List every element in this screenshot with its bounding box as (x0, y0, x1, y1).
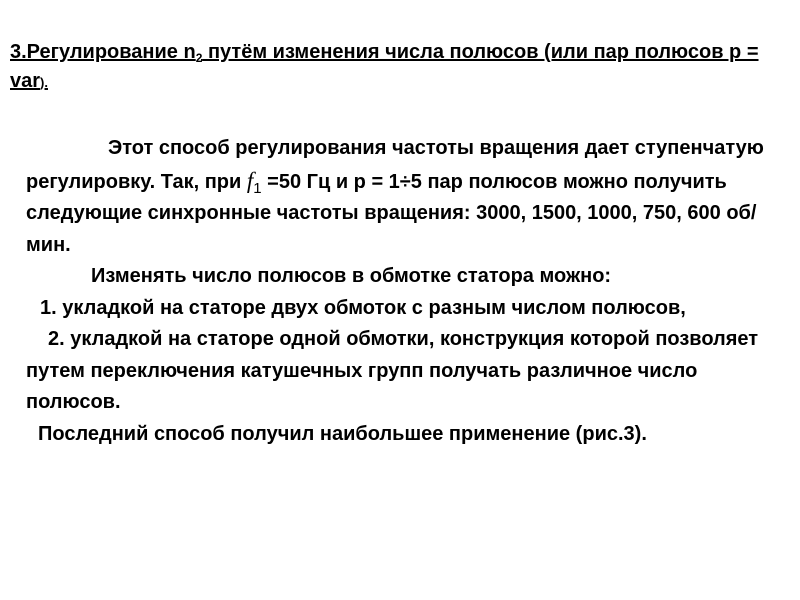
paragraph-1-text-after: =50 Гц и р = 1÷5 пар полюсов можно получить следующие синхронные частоты вращения: 3000, 1500, 1000, 750, 600 об/мин. (26, 170, 757, 256)
frequency-subscript: 1 (253, 179, 262, 197)
slide-body (26, 133, 786, 450)
slide-heading (10, 38, 790, 97)
frequency-variable: f (246, 167, 254, 193)
paragraph-pole-change-intro: Изменять число полюсов в обмотке статора можно: (91, 265, 612, 287)
paragraph-method-description (26, 133, 786, 261)
list-item-single-winding: 2. укладкой на статоре одной обмотки, конструкция которой позволяет путем переключения катушечных групп получать различное число полюсов. (26, 328, 759, 413)
heading-tail: ). (40, 75, 48, 90)
frequency-symbol (246, 167, 262, 197)
paragraph-conclusion: Последний способ получил наибольшее применение (рис.3). (38, 422, 647, 445)
heading-rest: путём изменения числа полюсов (или пар полюсов p = var (10, 41, 759, 92)
paragraph-1-text-before: Этот способ регулирования частоты вращения дает ступенчатую регулировку. Так, при (26, 137, 764, 193)
heading-subscript: 2 (195, 51, 203, 65)
list-item-two-windings: 1. укладкой на статоре двух обмоток с разным числом полюсов, (40, 296, 686, 319)
heading-prefix: 3.Регулирование n (10, 41, 196, 63)
